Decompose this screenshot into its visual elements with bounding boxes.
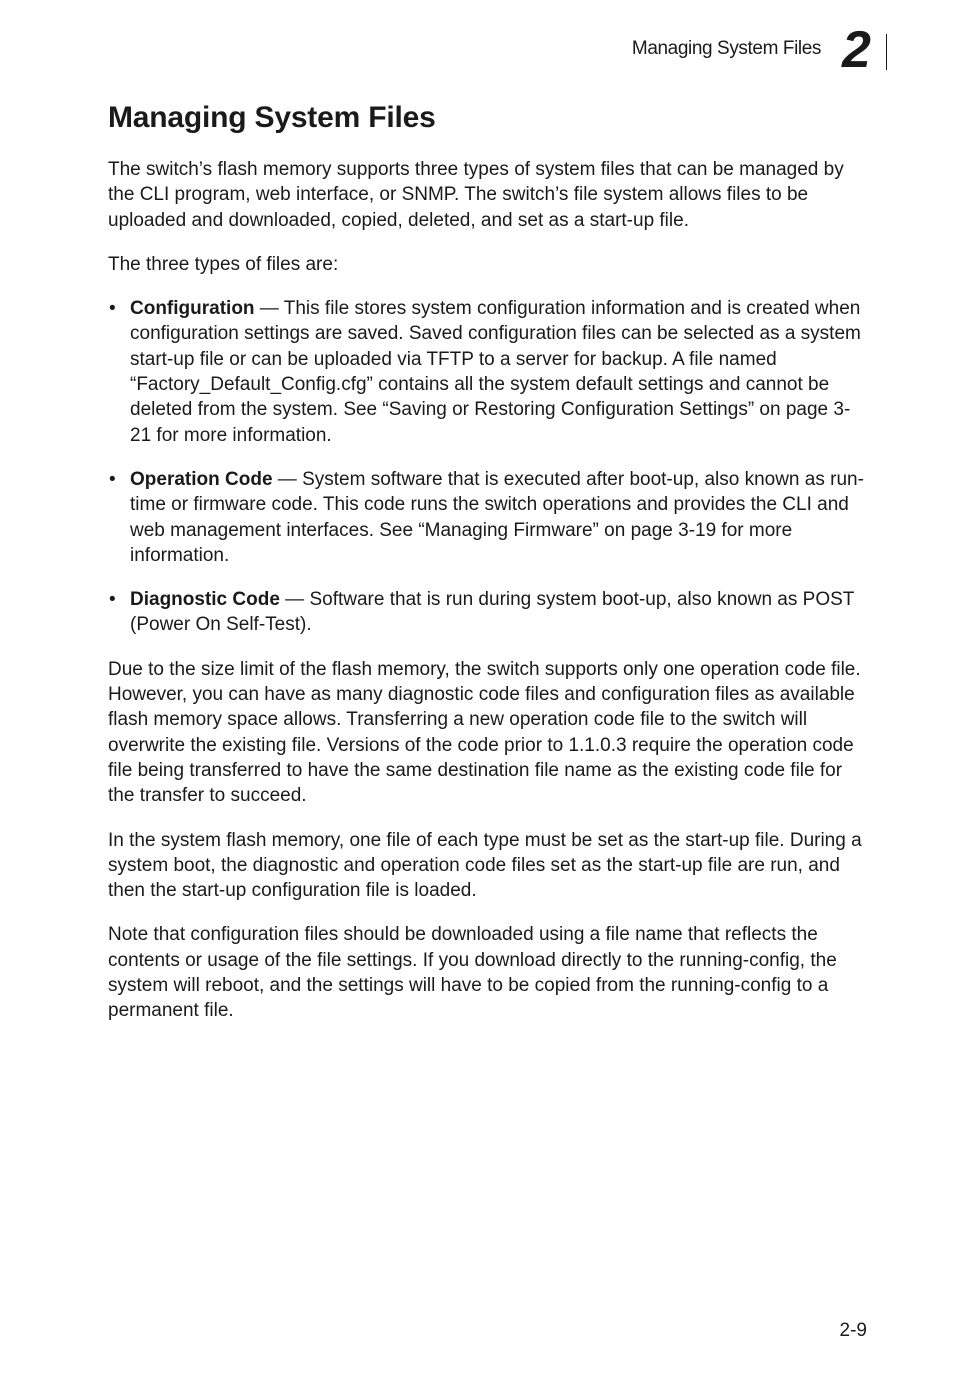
startup-file-paragraph: In the system flash memory, one file of each type must be set as the start-up file. During a system boot, the diagnostic and operation code files set as the start-up file are run, and then the start-up configuration file is loaded. — [108, 829, 862, 902]
intro-paragraph: The switch’s flash memory supports three types of system files that can be managed by the CLI program, web interface, or SNMP. The switch’s file system allows files to be uploaded and downloaded, copied, deleted, and set as a start-up file. — [108, 159, 844, 231]
chapter-number: 2 — [842, 21, 870, 79]
download-note-paragraph: Note that configuration files should be downloaded using a file name that reflects the contents or usage of the file settings. If you download directly to the running-config, the system will reboot, and the settings will have to be copied from the running-config to a permanent file. — [108, 924, 837, 1022]
types-lead-paragraph: The three types of files are: — [108, 253, 339, 275]
flash-size-paragraph: Due to the size limit of the flash memory, the switch supports only one operation code file. However, you can have as many diagnostic code files and configuration files as available flash memory space allows. Transferring a new operation code file to the switch will overwrite the existing file. Versions of the code prior to 1.1.0.3 require the operation code file being transferred to have the same destination file name as the existing code file for the transfer to succeed. — [108, 658, 861, 807]
description-configuration: — This file stores system configuration information and is created when configuration settings are saved. Saved configuration files can be selected as a system start-up file or can be uploaded via TFTP to a server for backup. A file named “Factory_Default_Config.cfg” contains all the system default settings and cannot be deleted from the system. See “Saving or Restoring Configuration Settings” on page 3-21 for more information. — [130, 298, 861, 446]
file-types-list — [108, 296, 868, 638]
list-item-operation-code — [108, 467, 868, 568]
running-head-title: Managing System Files — [631, 38, 821, 59]
section-title: Managing System Files — [108, 101, 436, 134]
list-item-diagnostic-code — [108, 587, 868, 638]
bullet-marker: • — [109, 589, 116, 611]
term-operation-code: Operation Code — [130, 468, 273, 490]
list-item-configuration — [108, 296, 868, 448]
term-configuration: Configuration — [130, 298, 255, 320]
page-number: 2-9 — [839, 1320, 867, 1341]
chapter-divider — [886, 34, 887, 70]
bullet-marker: • — [109, 468, 116, 490]
term-diagnostic-code: Diagnostic Code — [130, 589, 280, 611]
page-content — [108, 98, 868, 1043]
description-diagnostic-code: — Software that is run during system boot-up, also known as POST (Power On Self-Test). — [130, 589, 855, 636]
bullet-marker: • — [109, 298, 116, 320]
description-operation-code: — System software that is executed after boot-up, also known as run-time or firmware code. This code runs the switch operations and provides the CLI and web management interfaces. See “Managing Firmware” on page 3-19 for more information. — [130, 468, 864, 566]
